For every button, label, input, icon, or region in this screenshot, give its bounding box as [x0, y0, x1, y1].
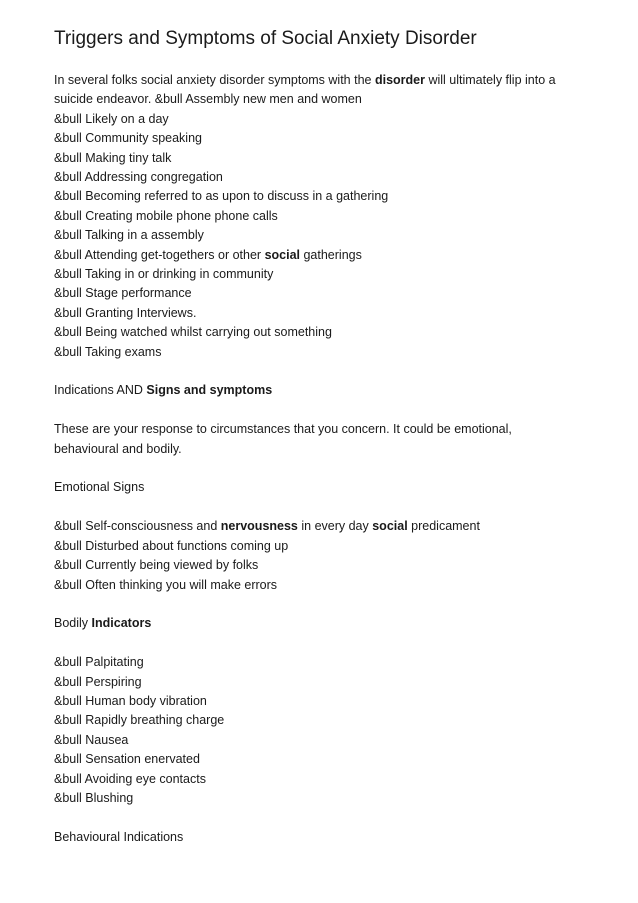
list-item: &bull Community speaking — [54, 131, 202, 146]
section-heading-bodily — [54, 614, 624, 633]
list-item: &bull Likely on a day — [54, 111, 169, 126]
list-item: &bull Often thinking you will make errors — [54, 577, 278, 592]
intro-line-2: suicide endeavor. &bull Assembly new men and women — [54, 92, 362, 107]
list-item: &bull Talking in a assembly — [54, 228, 204, 243]
list-item: &bull Currently being viewed by folks — [54, 558, 259, 573]
list-item: &bull Being watched whilst carrying out something — [54, 325, 332, 340]
list-item-text-end: gatherings — [300, 247, 362, 262]
intro-text-end: will ultimately flip into a — [424, 73, 556, 87]
list-item — [54, 517, 624, 536]
list-item-bold: social — [372, 519, 408, 534]
list-item: &bull Disturbed about functions coming up — [54, 538, 289, 553]
heading-bold: Indicators — [91, 616, 152, 631]
list-item: &bull Rapidly breathing charge — [54, 713, 225, 728]
heading-text: Bodily — [54, 616, 92, 631]
list-item-text-mid: in every day — [297, 519, 373, 534]
paragraph-line: These are your response to circumstances that you concern. It could be emotional, — [54, 422, 512, 437]
list-item: &bull Taking in or drinking in community — [54, 267, 274, 282]
list-item: &bull Becoming referred to as upon to discuss in a gathering — [54, 189, 389, 204]
list-item: &bull Perspiring — [54, 674, 142, 689]
heading-text: Indications AND — [54, 383, 147, 398]
heading-bold: Signs and symptoms — [146, 383, 273, 398]
list-item: &bull Creating mobile phone phone calls — [54, 208, 278, 223]
list-item-text-end: predicament — [407, 519, 480, 534]
list-item: &bull Palpitating — [54, 655, 144, 670]
spacer — [54, 498, 624, 517]
spacer — [54, 808, 624, 827]
list-item: &bull Blushing — [54, 790, 134, 805]
list-item: &bull Stage performance — [54, 286, 192, 301]
spacer — [54, 362, 624, 381]
spacer — [54, 595, 624, 614]
section-heading-behavioural: Behavioural Indications — [54, 829, 184, 844]
list-item-bold: social — [264, 247, 300, 262]
list-item-bold: nervousness — [220, 519, 298, 534]
section-heading-indications — [54, 381, 624, 400]
list-item: &bull Making tiny talk — [54, 150, 172, 165]
list-item: &bull Sensation enervated — [54, 752, 200, 767]
intro-bold-word: disorder — [374, 73, 425, 87]
list-item — [54, 246, 624, 265]
list-item: &bull Nausea — [54, 732, 129, 747]
spacer — [54, 401, 624, 420]
list-item-text: &bull Attending get-togethers or other — [54, 247, 265, 262]
spacer — [54, 459, 624, 478]
list-item: &bull Human body vibration — [54, 693, 207, 708]
section-heading-emotional: Emotional Signs — [54, 480, 145, 495]
list-item: &bull Avoiding eye contacts — [54, 771, 206, 786]
spacer — [54, 634, 624, 653]
intro-line-1 — [54, 71, 624, 90]
list-item: &bull Taking exams — [54, 344, 162, 359]
list-item-text: &bull Self-consciousness and — [54, 519, 221, 534]
list-item: &bull Granting Interviews. — [54, 305, 197, 320]
intro-text: In several folks social anxiety disorder symptoms with the — [54, 73, 375, 87]
page-title: Triggers and Symptoms of Social Anxiety Disorder — [54, 28, 477, 49]
document-body — [54, 71, 624, 847]
list-item: &bull Addressing congregation — [54, 170, 223, 185]
paragraph-line: behavioural and bodily. — [54, 441, 182, 456]
